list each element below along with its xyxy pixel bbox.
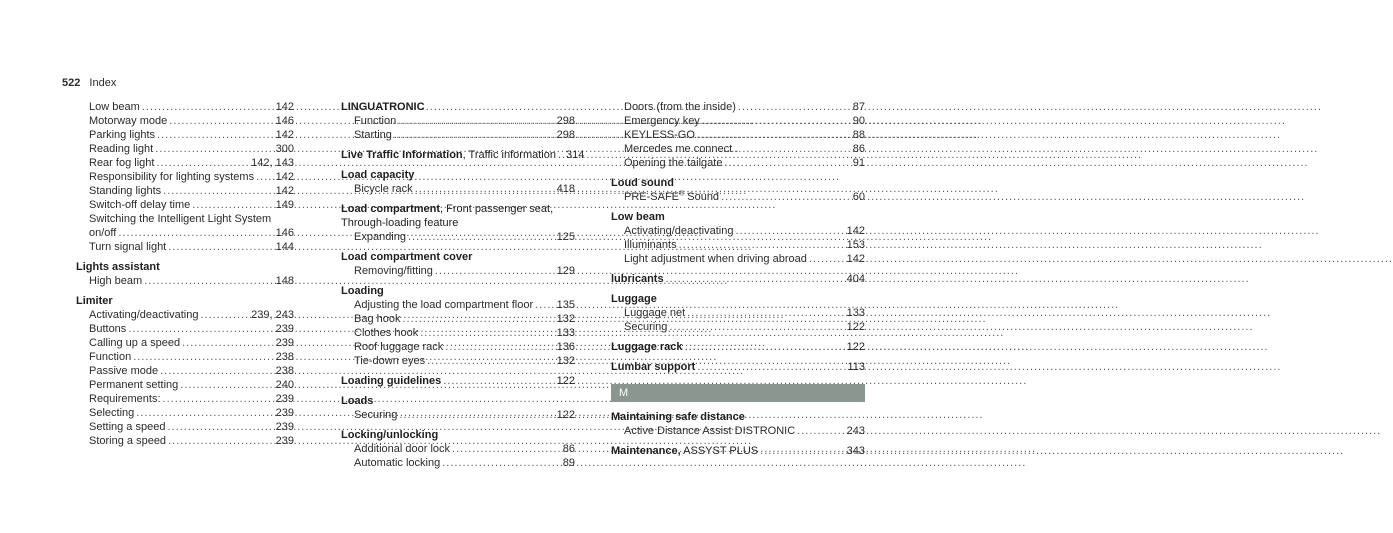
index-entry[interactable]: Emergency key ..... 90 xyxy=(611,114,865,128)
index-heading-load-compartment: Load compartment, Front passenger seat, Through-loading feature xyxy=(341,203,554,229)
index-entry[interactable]: PRE-SAFE® Sound ..... 60 xyxy=(611,190,865,204)
index-heading-load-capacity: Load capacity xyxy=(341,169,415,181)
index-heading-loads: Loads xyxy=(341,395,374,407)
index-entry[interactable]: Activating/deactivating ..... 142 xyxy=(611,224,865,238)
index-entry[interactable]: Passive mode ..... 238 xyxy=(76,364,294,378)
index-entry[interactable]: Storing a speed ..... 239 xyxy=(76,434,294,448)
index-heading-load-compartment-cover: Load compartment cover xyxy=(341,251,473,263)
index-entry[interactable]: Securing ..... 122 xyxy=(341,408,575,422)
index-entry[interactable]: Activating/deactivating ..... 239, 243 xyxy=(76,308,294,322)
index-entry[interactable]: Doors (from the inside) ..... 87 xyxy=(611,100,865,114)
index-heading-linguatronic: LINGUATRONIC xyxy=(341,101,425,113)
index-entry[interactable]: Calling up a speed ..... 239 xyxy=(76,336,294,350)
index-entry[interactable]: Low beam ..... 142 xyxy=(76,100,294,114)
index-entry-lumbar-support[interactable]: Lumbar support ..... 113 xyxy=(611,360,865,374)
index-entry[interactable]: Automatic locking ..... 89 xyxy=(341,456,575,470)
index-entry[interactable]: High beam ..... 148 xyxy=(76,274,294,288)
index-heading-maintaining-safe-distance: Maintaining safe distance xyxy=(611,411,745,423)
index-entry[interactable]: Opening the tailgate ..... 91 xyxy=(611,156,865,170)
index-entry[interactable]: Requirements: ..... 239 xyxy=(76,392,294,406)
index-heading-limiter: Limiter xyxy=(76,295,113,307)
index-column-2 xyxy=(341,100,585,470)
section-title: Index xyxy=(89,77,117,89)
index-column-3 xyxy=(611,100,865,458)
index-heading-locking: Locking/unlocking xyxy=(341,429,439,441)
index-entry[interactable]: Permanent setting ..... 240 xyxy=(76,378,294,392)
index-entry[interactable]: Bag hook ..... 132 xyxy=(341,312,575,326)
index-entry[interactable]: Rear fog light ..... 142, 143 xyxy=(76,156,294,170)
index-entry[interactable]: Luggage net ..... 133 xyxy=(611,306,865,320)
index-entry[interactable]: Light adjustment when driving abroad ..... 142 xyxy=(611,252,865,266)
index-entry[interactable]: Function ..... 238 xyxy=(76,350,294,364)
index-entry[interactable]: Active Distance Assist DISTRONIC ..... 243 xyxy=(611,424,865,438)
index-entry[interactable]: Motorway mode ..... 146 xyxy=(76,114,294,128)
index-entry[interactable]: Responsibility for lighting systems ..... 142 xyxy=(76,170,294,184)
index-column-1 xyxy=(76,100,294,448)
index-entry[interactable]: Additional door lock ..... 86 xyxy=(341,442,575,456)
index-letter-m: M xyxy=(611,384,865,402)
index-entry-text: Switching the Intelligent Light System xyxy=(89,213,272,225)
index-entry[interactable]: Selecting ..... 239 xyxy=(76,406,294,420)
index-entry[interactable]: Switch-off delay time ..... 149 xyxy=(76,198,294,212)
index-heading-loud-sound: Loud sound xyxy=(611,177,674,189)
index-heading-low-beam: Low beam xyxy=(611,211,665,223)
index-entry-lubricants[interactable]: lubricants ..... 404 xyxy=(611,272,865,286)
index-entry[interactable]: Parking lights ..... 142 xyxy=(76,128,294,142)
index-heading-lights-assistant: Lights assistant xyxy=(76,261,160,273)
index-entry[interactable]: Starting ..... 298 xyxy=(341,128,575,142)
page-number: 522 xyxy=(62,77,81,89)
index-entry-luggage-rack[interactable]: Luggage rack ..... 122 xyxy=(611,340,865,354)
index-entry[interactable]: Adjusting the load compartment floor ..... 135 xyxy=(341,298,575,312)
index-entry-loading-guidelines[interactable]: Loading guidelines ..... 122 xyxy=(341,374,575,388)
index-entry[interactable]: Mercedes me connect ..... 86 xyxy=(611,142,865,156)
index-entry[interactable]: Securing ..... 122 xyxy=(611,320,865,334)
page-header xyxy=(62,77,116,89)
index-entry[interactable]: Bicycle rack ..... 418 xyxy=(341,182,575,196)
index-heading-luggage: Luggage xyxy=(611,293,657,305)
index-entry[interactable]: Roof luggage rack ..... 136 xyxy=(341,340,575,354)
index-entry[interactable]: Clothes hook ..... 133 xyxy=(341,326,575,340)
index-entry[interactable]: Function ..... 298 xyxy=(341,114,575,128)
index-entry[interactable]: Expanding ..... 125 xyxy=(341,230,575,244)
index-heading-loading: Loading xyxy=(341,285,384,297)
index-entry[interactable]: Setting a speed ..... 239 xyxy=(76,420,294,434)
index-entry[interactable]: Turn signal light ..... 144 xyxy=(76,240,294,254)
index-entry[interactable]: Illuminants ..... 153 xyxy=(611,238,865,252)
index-entry[interactable]: Buttons ..... 239 xyxy=(76,322,294,336)
index-entry-live-traffic[interactable]: Live Traffic Information, Traffic information ..... 314 xyxy=(341,148,575,162)
index-entry[interactable]: on/off ..... 146 xyxy=(76,226,294,240)
index-entry[interactable]: KEYLESS-GO ..... 88 xyxy=(611,128,865,142)
index-entry[interactable]: Removing/fitting ..... 129 xyxy=(341,264,575,278)
index-entry[interactable]: Reading light ..... 300 xyxy=(76,142,294,156)
index-entry-maintenance[interactable]: Maintenance, ASSYST PLUS ..... 343 xyxy=(611,444,865,458)
index-entry[interactable]: Tie-down eyes ..... 132 xyxy=(341,354,575,368)
index-entry[interactable]: Standing lights ..... 142 xyxy=(76,184,294,198)
